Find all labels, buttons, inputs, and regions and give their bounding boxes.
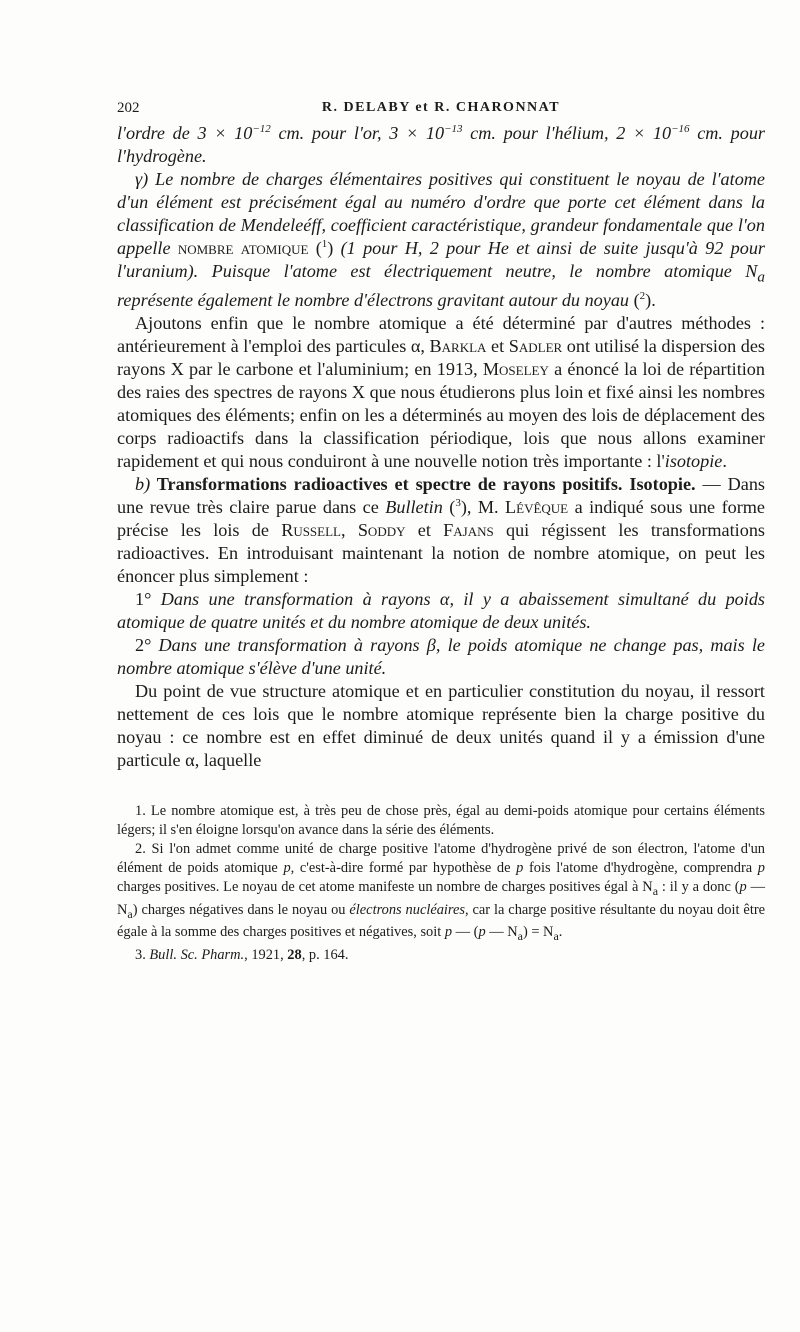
- law-1: 1° Dans une transformation à rayons α, il y a abaissement simultané du poids atomique de quatre unités et du nombre atomique de deux unités.: [117, 588, 765, 632]
- section-heading-b: b) Transformations radioactives et spectre de rayons positifs. Isotopie. — Dans une revue très claire parue dans ce Bulletin ($^3$), M. Lévêque a indiqué sous une forme précise les lois de Russell, Soddy et Fajans qui régissent les transformations radioactives. En introduisant maintenant la notion de nombre atomique, on peut les énoncer plus simplement :: [117, 473, 765, 586]
- paragraph-ajoutons: Ajoutons enfin que le nombre atomique a été déterminé par d'autres méthodes : antérieurement à l'emploi des particules α, Barkla et Sadler ont utilisé la dispersion des rayons X par le carbone et l'aluminium; en 1913, Moseley a énoncé la loi de répartition des raies des spectres de rayons X que nous étudierons plus loin et fixé ainsi les nombres atomiques des éléments; enfin on les a déterminés au moyen des lois de déplacement des corps radioactifs dans la classification périodique, lois que nous allons examiner rapidement et qui nous conduiront à une nouvelle notion très importante : l'isotopie.: [117, 312, 765, 471]
- footnote-1: 1. Le nombre atomique est, à très peu de chose près, égal au demi-poids atomique pour certains éléments légers; il s'en éloigne lorsqu'on avance dans la série des éléments.: [117, 802, 765, 838]
- paragraph-gamma: γ) Le nombre de charges élémentaires positives qui constituent le noyau de l'atome d'un élément est précisément égal au numéro d'ordre que porte cet élément dans la classification de Mendeleéff, coefficient caractéristique, grandeur fondamentale que l'on appelle nombre atomique ($^1$) (1 pour H, 2 pour He et ainsi de suite jusqu'à 92 pour l'uranium). Puisque l'atome est électriquement neutre, le nombre atomique $N_a$ représente également le nombre d'électrons gravitant autour du noyau ($^2$).: [117, 169, 765, 310]
- running-head: R. DELABY et R. CHARONNAT: [321, 100, 561, 115]
- body-text: [117, 122, 765, 772]
- footnote-2: 2. Si l'on admet comme unité de charge positive l'atome d'hydrogène privé de son électron, l'atome d'un élément de poids atomique p, c'est-à-dire formé par hypothèse de p fois l'atome d'hydrogène, comprendra p charges positives. Le noyau de cet atome manifeste un nombre de charges positives égal à $N_a$ : il y a donc (p — $N_a$) charges négatives dans le noyau ou électrons nucléaires, car la charge positive résultante du noyau doit être égale à la somme des charges positives et négatives, soit p — (p — $N_a) = N_a$.: [117, 840, 765, 944]
- paragraph-du-point: Du point de vue structure atomique et en particulier constitution du noyau, il ressort nettement de ces lois que le nombre atomique représente bien la charge positive du noyau : ce nombre est en effet diminué de deux unités quand il y a émission d'une particule α, laquelle: [117, 680, 765, 770]
- page-number: 202: [117, 100, 140, 116]
- paragraph-1: l'ordre de $3 \times 10^{-12}$ cm. pour l'or, $3 \times 10^{-13}$ cm. pour l'hélium, $2 \times 10^{-16}$ cm. pour l'hydrogène.: [117, 122, 765, 166]
- law-2: 2° Dans une transformation à rayons β, le poids atomique ne change pas, mais le nombre atomique s'élève d'une unité.: [117, 634, 765, 678]
- footnotes: [117, 802, 765, 966]
- document-page: [117, 96, 765, 965]
- footnote-3: 3. Bull. Sc. Pharm., 1921, 28, p. 164.: [135, 947, 349, 964]
- page-header: [117, 96, 765, 122]
